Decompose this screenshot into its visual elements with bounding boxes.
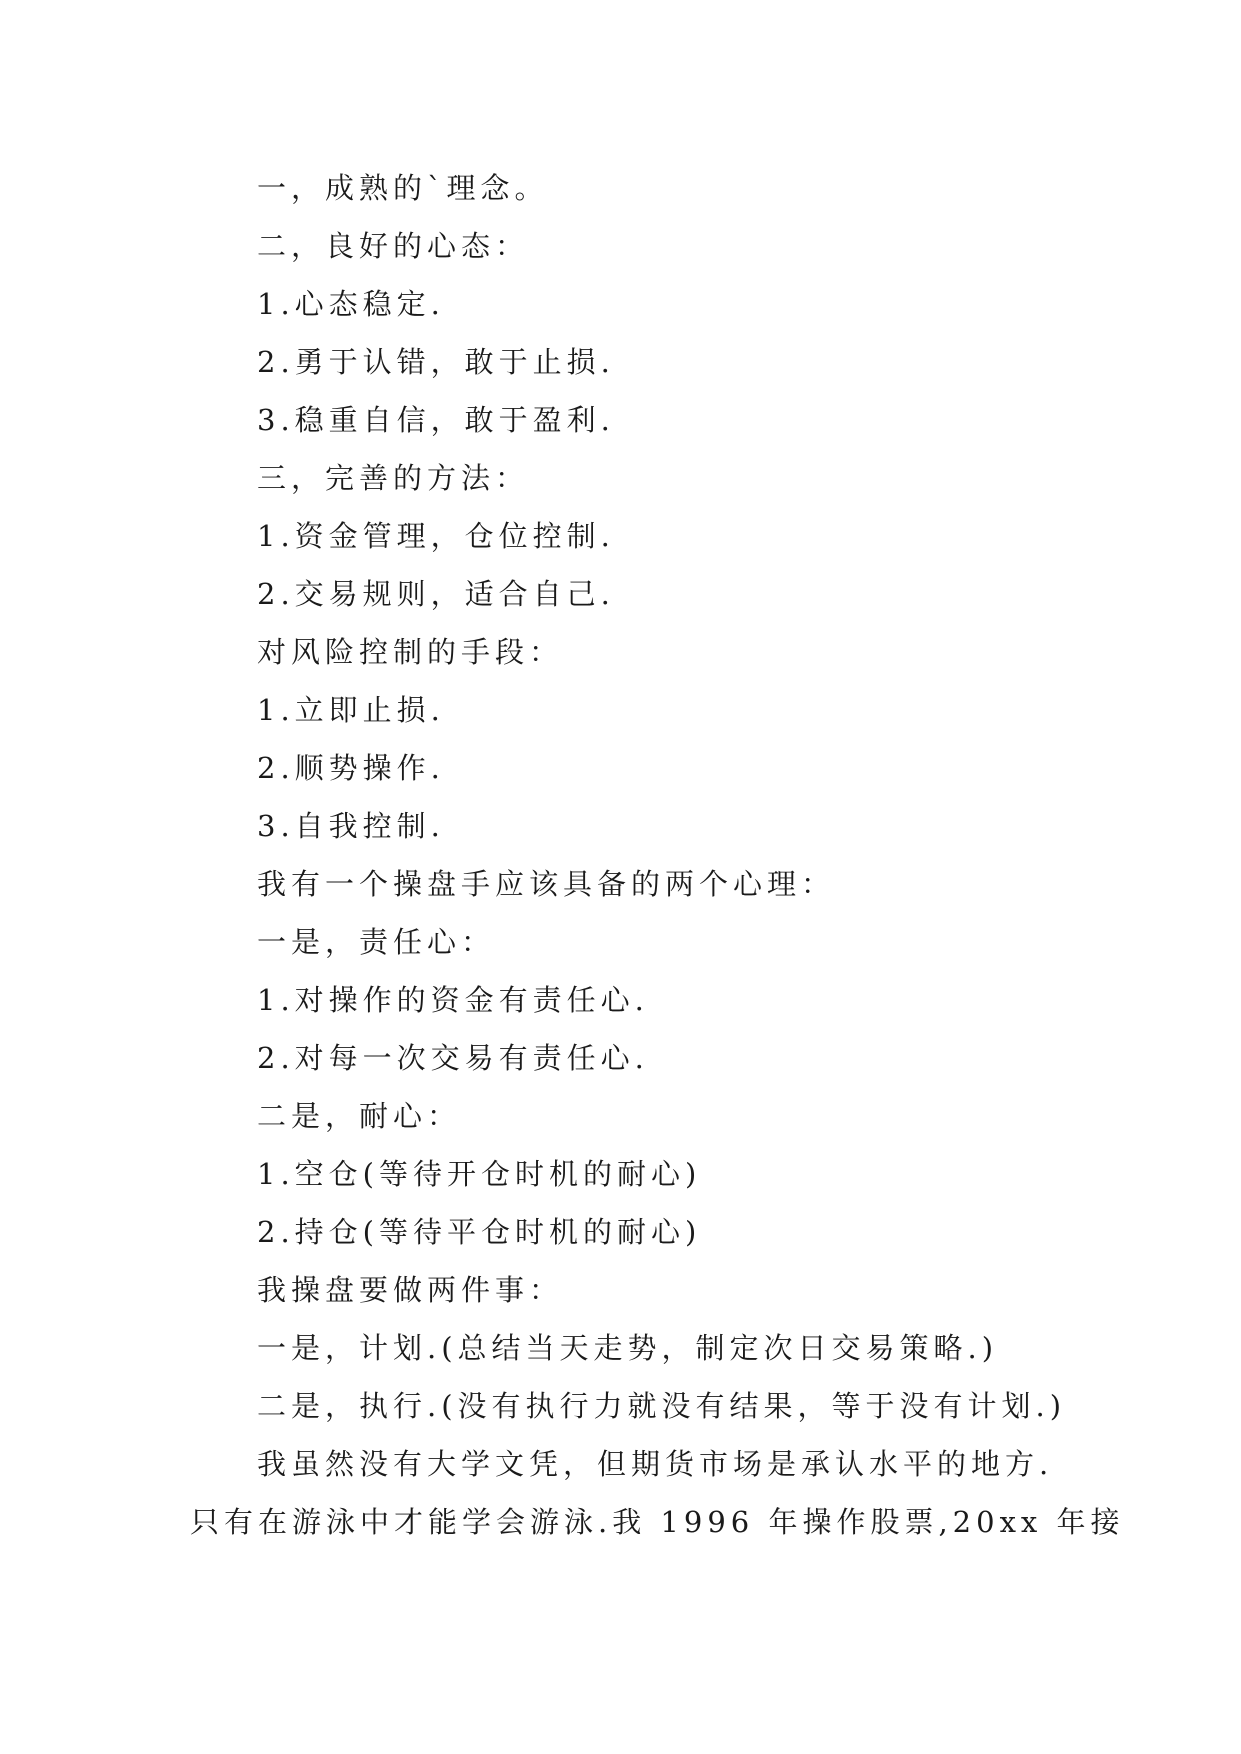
- text-line: 一，成熟的`理念。: [257, 171, 549, 205]
- text-line: 1.空仓(等待开仓时机的耐心): [257, 1157, 702, 1191]
- text-line: 一是，责任心：: [257, 925, 496, 959]
- text-line: 1.心态稳定.: [257, 287, 445, 321]
- text-line: 1.对操作的资金有责任心.: [257, 983, 649, 1017]
- text-line: 2.顺势操作.: [257, 751, 445, 785]
- text-line: 一是，计划.(总结当天走势，制定次日交易策略.): [257, 1331, 999, 1365]
- text-line: 二是，耐心：: [257, 1099, 462, 1133]
- text-line: 我虽然没有大学文凭，但期货市场是承认水平的地方.: [257, 1447, 1054, 1481]
- text-line: 1.资金管理，仓位控制.: [257, 519, 615, 553]
- text-line: 只有在游泳中才能学会游泳.我 1996 年操作股票,20xx 年接: [190, 1505, 1125, 1539]
- text-line: 3.自我控制.: [257, 809, 445, 843]
- text-line: 我操盘要做两件事：: [257, 1273, 564, 1307]
- text-line: 2.持仓(等待平仓时机的耐心): [257, 1215, 702, 1249]
- text-line: 二是，执行.(没有执行力就没有结果，等于没有计划.): [257, 1389, 1067, 1423]
- text-line: 2.对每一次交易有责任心.: [257, 1041, 649, 1075]
- document-body: [0, 159, 1241, 1551]
- text-line: 2.交易规则，适合自己.: [257, 577, 615, 611]
- text-line: 二，良好的心态：: [257, 229, 530, 263]
- text-line: 1.立即止损.: [257, 693, 445, 727]
- text-line: 我有一个操盘手应该具备的两个心理：: [257, 867, 836, 901]
- text-line: 对风险控制的手段：: [257, 635, 564, 669]
- text-line: 3.稳重自信，敢于盈利.: [257, 403, 615, 437]
- text-line: 三，完善的方法：: [257, 461, 530, 495]
- text-line: 2.勇于认错，敢于止损.: [257, 345, 615, 379]
